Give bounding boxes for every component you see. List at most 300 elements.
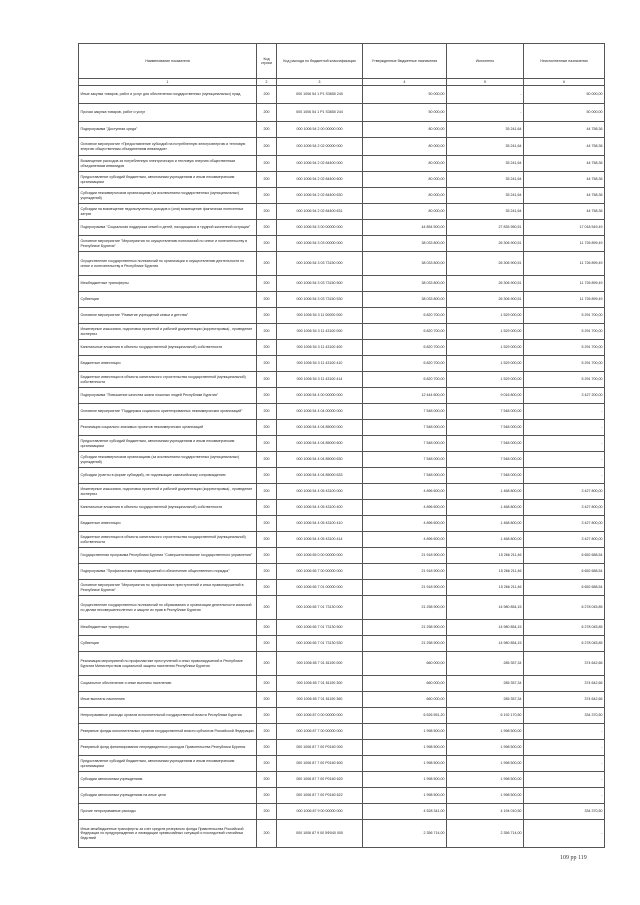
header-approved: Утвержденные бюджетные назначения xyxy=(363,44,447,79)
row-code: 200 xyxy=(257,122,277,138)
header-name: Наименование показателя xyxy=(79,44,257,79)
row-name: Возмещение расходов за потребленную электрическую и тепловую энергию общественным объединениям инвалидов xyxy=(79,156,257,172)
row-approved: 1 998 500,00 xyxy=(363,740,447,756)
table-row xyxy=(79,388,605,404)
row-kbk: 000 1006 87 9 00 5Ф040 000 xyxy=(277,820,363,848)
row-remaining: 50 000,00 xyxy=(524,86,605,104)
row-approved: 38 033 800,00 xyxy=(363,236,447,252)
row-code: 200 xyxy=(257,468,277,484)
row-kbk: 000 1006 65 7 01 00000 000 xyxy=(277,580,363,596)
row-name: Бюджетные инвестиции xyxy=(79,356,257,372)
row-code: 200 xyxy=(257,156,277,172)
row-approved: 4 896 600,00 xyxy=(363,532,447,548)
row-name: Резервные фонды исполнительных органов государственной власти субъектов Российской Федерации xyxy=(79,724,257,740)
row-executed: 7 548 000,00 xyxy=(447,468,524,484)
row-kbk: 000 1006 54 3 11 43100 000 xyxy=(277,324,363,340)
row-code: 200 xyxy=(257,740,277,756)
row-executed: 26 306 900,51 xyxy=(447,252,524,276)
table-row xyxy=(79,292,605,308)
table-row xyxy=(79,156,605,172)
row-executed: 1 998 500,00 xyxy=(447,788,524,804)
row-name: Прочая закупка товаров, работ и услуг xyxy=(79,104,257,122)
row-executed: 35 241,64 xyxy=(447,138,524,156)
row-kbk: 000 1006 54 4 00 00000 000 xyxy=(277,388,363,404)
row-name: Бюджетные инвестиции xyxy=(79,516,257,532)
row-kbk: 000 1006 87 7 00 00000 000 xyxy=(277,724,363,740)
row-kbk: 000 1006 87 7 00 P0160 600 xyxy=(277,756,363,772)
row-remaining: 374 642,66 xyxy=(524,676,605,692)
row-code: 200 xyxy=(257,104,277,122)
table-row xyxy=(79,692,605,708)
row-remaining: 3 427 800,00 xyxy=(524,516,605,532)
row-remaining: 3 427 800,00 xyxy=(524,484,605,500)
row-approved: 38 033 800,00 xyxy=(363,276,447,292)
row-executed: 285 357,34 xyxy=(447,692,524,708)
row-kbk: 000 1006 54 4 04 00000 000 xyxy=(277,404,363,420)
column-number: 2 xyxy=(257,79,277,86)
row-code: 200 xyxy=(257,676,277,692)
row-executed: 35 241,64 xyxy=(447,188,524,204)
row-executed: 14 980 854,15 xyxy=(447,596,524,620)
row-approved: 1 998 500,00 xyxy=(363,788,447,804)
row-executed: 26 306 900,51 xyxy=(447,292,524,308)
row-code: 200 xyxy=(257,252,277,276)
table-header-row xyxy=(79,44,605,79)
row-approved: 21 258 900,00 xyxy=(363,636,447,652)
table-row xyxy=(79,138,605,156)
table-row xyxy=(79,676,605,692)
row-code: 200 xyxy=(257,532,277,548)
row-code: 200 xyxy=(257,620,277,636)
row-remaining: 374 642,66 xyxy=(524,692,605,708)
row-approved: 4 896 600,00 xyxy=(363,484,447,500)
row-executed: 1 529 000,00 xyxy=(447,356,524,372)
row-kbk: 000 1006 54 3 03 00000 000 xyxy=(277,236,363,252)
table-row xyxy=(79,756,605,772)
column-number-row xyxy=(79,79,605,86)
row-remaining: 17 018 549,49 xyxy=(524,220,605,236)
row-executed: 2 356 714,00 xyxy=(447,820,524,848)
table-row xyxy=(79,596,605,620)
row-code: 200 xyxy=(257,388,277,404)
row-name: Субсидии на возмещение недополученных доходов и (или) возмещение фактически понесенных затрат xyxy=(79,204,257,220)
row-code: 200 xyxy=(257,516,277,532)
row-approved: 38 033 800,00 xyxy=(363,292,447,308)
row-remaining: - xyxy=(524,756,605,772)
row-executed: 4 194 010,50 xyxy=(447,804,524,820)
row-executed: 1 468 800,00 xyxy=(447,532,524,548)
table-row xyxy=(79,220,605,236)
table-row xyxy=(79,636,605,652)
row-remaining: - xyxy=(524,772,605,788)
row-remaining: 50 000,00 xyxy=(524,104,605,122)
row-approved: 21 918 900,00 xyxy=(363,548,447,564)
header-remaining: Неисполненные назначения xyxy=(524,44,605,79)
row-approved: 7 548 000,00 xyxy=(363,436,447,452)
row-remaining: 11 726 899,49 xyxy=(524,292,605,308)
table-row xyxy=(79,86,605,104)
row-code: 200 xyxy=(257,356,277,372)
table-row xyxy=(79,372,605,388)
row-executed: 7 548 000,00 xyxy=(447,404,524,420)
row-approved: 44 854 500,00 xyxy=(363,220,447,236)
row-code: 200 xyxy=(257,820,277,848)
row-name: Капитальные вложения в объекты государственной (муниципальной) собственности xyxy=(79,500,257,516)
row-code: 200 xyxy=(257,204,277,220)
table-row xyxy=(79,620,605,636)
row-executed: 6 192 170,50 xyxy=(447,708,524,724)
row-kbk: 000 1006 65 0 00 00000 000 xyxy=(277,548,363,564)
row-kbk: 000 1006 54 2 00 00000 000 xyxy=(277,122,363,138)
table-row xyxy=(79,236,605,252)
row-remaining: 5 291 700,00 xyxy=(524,356,605,372)
row-name: Реализация социально значимых проектов некоммерческих организаций xyxy=(79,420,257,436)
column-number: 3 xyxy=(277,79,363,86)
row-executed: 1 998 500,00 xyxy=(447,756,524,772)
row-executed: 285 357,34 xyxy=(447,652,524,676)
row-name: Субсидии автономным учреждениям xyxy=(79,772,257,788)
row-code: 200 xyxy=(257,756,277,772)
row-approved: 4 896 600,00 xyxy=(363,500,447,516)
row-approved: 660 000,00 xyxy=(363,652,447,676)
row-executed: 26 306 900,51 xyxy=(447,276,524,292)
row-name: Прочие непрограммные расходы xyxy=(79,804,257,820)
row-executed: 27 835 950,51 xyxy=(447,220,524,236)
row-executed: 7 548 000,00 xyxy=(447,420,524,436)
row-executed: 35 241,64 xyxy=(447,156,524,172)
row-code: 200 xyxy=(257,188,277,204)
row-name: Социальное обеспечение и иные выплаты населению xyxy=(79,676,257,692)
row-code: 200 xyxy=(257,500,277,516)
table-row xyxy=(79,484,605,500)
row-code: 200 xyxy=(257,724,277,740)
row-remaining: 5 291 700,00 xyxy=(524,372,605,388)
row-kbk: 000 1006 65 7 01 73130 500 xyxy=(277,620,363,636)
page-number: 109 pp 119 xyxy=(560,855,587,861)
row-code: 200 xyxy=(257,324,277,340)
row-executed: 15 266 211,46 xyxy=(447,580,524,596)
table-row xyxy=(79,820,605,848)
row-approved: 6 820 700,00 xyxy=(363,372,447,388)
row-approved: 7 548 000,00 xyxy=(363,404,447,420)
row-approved: 4 896 600,00 xyxy=(363,516,447,532)
row-code: 200 xyxy=(257,276,277,292)
row-code: 200 xyxy=(257,772,277,788)
row-approved: 21 258 900,00 xyxy=(363,620,447,636)
row-code: 200 xyxy=(257,308,277,324)
row-name: Основное мероприятие «Предоставление субсидий на потребленную электроэнергию и тепловую энергию общественным объединениям инвалидов» xyxy=(79,138,257,156)
row-code: 200 xyxy=(257,596,277,620)
table-row xyxy=(79,308,605,324)
row-kbk: 000 1006 54 3 11 43100 414 xyxy=(277,372,363,388)
row-kbk: 000 1006 54 4 04 85000 600 xyxy=(277,436,363,452)
row-name: Субвенции xyxy=(79,636,257,652)
row-remaining: 3 427 800,00 xyxy=(524,532,605,548)
row-remaining: 44 758,36 xyxy=(524,138,605,156)
row-kbk: 000 1006 54 4 04 85000 633 xyxy=(277,468,363,484)
table-row xyxy=(79,580,605,596)
row-kbk: 000 1006 54 3 00 00000 000 xyxy=(277,220,363,236)
row-executed: 1 529 000,00 xyxy=(447,372,524,388)
row-remaining: 44 758,36 xyxy=(524,172,605,188)
row-name: Основное мероприятие "Развитие учреждений семьи и детства" xyxy=(79,308,257,324)
row-code: 200 xyxy=(257,292,277,308)
table-row xyxy=(79,708,605,724)
row-name: Капитальные вложения в объекты государственной (муниципальной) собственности xyxy=(79,340,257,356)
row-remaining: 44 758,36 xyxy=(524,204,605,220)
header-row-code: Код строки xyxy=(257,44,277,79)
row-approved: 4 528 341,00 xyxy=(363,804,447,820)
row-kbk: 000 1006 54 3 11 43100 400 xyxy=(277,340,363,356)
row-kbk: 000 1006 87 7 00 P0160 620 xyxy=(277,772,363,788)
row-name: Межбюджетные трансферты xyxy=(79,276,257,292)
row-executed: 1 468 800,00 xyxy=(447,484,524,500)
row-kbk: 000 1006 54 4 04 85000 000 xyxy=(277,420,363,436)
row-approved: 7 548 000,00 xyxy=(363,452,447,468)
row-remaining: 11 726 899,49 xyxy=(524,252,605,276)
row-approved: 1 998 500,00 xyxy=(363,772,447,788)
table-row xyxy=(79,276,605,292)
row-name: Основное мероприятие "Мероприятия по осуществлению полномочий по опеке и попечительству в Республике Бурятия" xyxy=(79,236,257,252)
row-remaining: 334 370,50 xyxy=(524,804,605,820)
table-row xyxy=(79,324,605,340)
row-approved: 7 548 000,00 xyxy=(363,468,447,484)
row-kbk: 000 1006 54 2 02 84400 000 xyxy=(277,156,363,172)
row-remaining: - xyxy=(524,724,605,740)
row-approved: 21 258 900,00 xyxy=(363,596,447,620)
row-name: Субвенции xyxy=(79,292,257,308)
row-executed: 7 548 000,00 xyxy=(447,436,524,452)
row-kbk: 000 1006 54 4 05 43100 000 xyxy=(277,484,363,500)
row-kbk: 000 1006 54 4 05 43100 414 xyxy=(277,532,363,548)
row-kbk: 000 1006 87 7 00 P0160 622 xyxy=(277,788,363,804)
row-name: Осуществление государственных полномочий по образованию и организации деятельности комиссий по делам несовершеннолетних и защите их прав в Республике Бурятия xyxy=(79,596,257,620)
row-approved: 1 998 500,00 xyxy=(363,756,447,772)
row-kbk: 000 1006 54 3 11 43100 410 xyxy=(277,356,363,372)
row-approved: 660 000,00 xyxy=(363,692,447,708)
table-row xyxy=(79,188,605,204)
row-executed: 35 241,64 xyxy=(447,204,524,220)
row-name: Иные выплаты населению xyxy=(79,692,257,708)
row-code: 200 xyxy=(257,340,277,356)
row-kbk: 000 1006 54 3 03 73150 000 xyxy=(277,252,363,276)
row-approved: 38 033 800,00 xyxy=(363,252,447,276)
row-remaining: 5 291 700,00 xyxy=(524,340,605,356)
row-name: Основное мероприятие "Мероприятия по профилактике преступлений и иных правонарушений в Республике Бурятия" xyxy=(79,580,257,596)
row-executed: 35 241,64 xyxy=(447,122,524,138)
row-name: Государственная программа Республики Бурятия "Совершенствование государственного управления" xyxy=(79,548,257,564)
row-name: Субсидии автономным учреждениям на иные цели xyxy=(79,788,257,804)
row-executed: - xyxy=(447,86,524,104)
row-code: 200 xyxy=(257,138,277,156)
column-number: 6 xyxy=(524,79,605,86)
row-kbk: 000 1006 87 9 00 00000 000 xyxy=(277,804,363,820)
row-executed: 9 016 800,00 xyxy=(447,388,524,404)
row-remaining: - xyxy=(524,420,605,436)
row-remaining: 6 278 045,85 xyxy=(524,596,605,620)
row-kbk: 000 1006 87 0 00 00000 000 xyxy=(277,708,363,724)
row-kbk: 000 1006 65 7 01 81190 300 xyxy=(277,676,363,692)
row-approved: 80 000,00 xyxy=(363,172,447,188)
row-name: Подпрограмма "Доступная среда" xyxy=(79,122,257,138)
row-name: Предоставление субсидий бюджетным, автономным учреждениям и иным некоммерческим организациям xyxy=(79,756,257,772)
row-code: 200 xyxy=(257,564,277,580)
row-code: 200 xyxy=(257,172,277,188)
row-executed: 14 980 854,15 xyxy=(447,636,524,652)
row-executed: 26 306 900,51 xyxy=(447,236,524,252)
row-remaining: 3 427 200,00 xyxy=(524,388,605,404)
row-name: Подпрограмма "Социальная поддержка семей и детей, находящихся в трудной жизненной ситуации" xyxy=(79,220,257,236)
row-name: Субсидии (гранты в форме субсидий), не подлежащие казначейскому сопровождению xyxy=(79,468,257,484)
row-name: Межбюджетные трансферты xyxy=(79,620,257,636)
row-code: 200 xyxy=(257,220,277,236)
table-row xyxy=(79,740,605,756)
row-approved: 80 000,00 xyxy=(363,122,447,138)
row-code: 200 xyxy=(257,420,277,436)
row-name: Субсидии некоммерческим организациям (за исключением государственных (муниципальных) учреждений) xyxy=(79,188,257,204)
row-remaining: 6 652 688,54 xyxy=(524,564,605,580)
table-row xyxy=(79,772,605,788)
row-kbk: 000 1006 54 1 P1 S3650 240 xyxy=(277,86,363,104)
row-approved: 6 820 700,00 xyxy=(363,308,447,324)
table-row xyxy=(79,564,605,580)
row-executed: 1 529 000,00 xyxy=(447,324,524,340)
row-remaining: 44 758,36 xyxy=(524,156,605,172)
row-remaining: 11 726 899,49 xyxy=(524,276,605,292)
row-executed: 1 468 800,00 xyxy=(447,500,524,516)
row-executed: 1 998 500,00 xyxy=(447,740,524,756)
row-remaining: - xyxy=(524,436,605,452)
row-code: 200 xyxy=(257,372,277,388)
row-executed: 1 998 500,00 xyxy=(447,772,524,788)
row-remaining: 334 370,50 xyxy=(524,708,605,724)
row-approved: 7 548 000,00 xyxy=(363,420,447,436)
table-row xyxy=(79,548,605,564)
row-kbk: 000 1006 54 4 05 43100 400 xyxy=(277,500,363,516)
row-executed: 15 266 211,46 xyxy=(447,564,524,580)
table-row xyxy=(79,652,605,676)
row-executed: 285 357,34 xyxy=(447,676,524,692)
row-code: 200 xyxy=(257,708,277,724)
row-name: Бюджетные инвестиции в объекты капитального строительства государственной (муниципальной) собственности xyxy=(79,532,257,548)
row-approved: 80 000,00 xyxy=(363,138,447,156)
row-code: 200 xyxy=(257,452,277,468)
row-remaining: - xyxy=(524,820,605,848)
table-row xyxy=(79,404,605,420)
row-kbk: 000 1006 65 7 01 81190 360 xyxy=(277,692,363,708)
row-remaining: 6 652 688,54 xyxy=(524,580,605,596)
row-kbk: 000 1006 87 7 00 P0160 000 xyxy=(277,740,363,756)
row-kbk: 000 1006 65 7 01 73130 530 xyxy=(277,636,363,652)
row-kbk: 000 1006 54 1 P1 S3650 244 xyxy=(277,104,363,122)
table-row xyxy=(79,420,605,436)
table-row xyxy=(79,252,605,276)
row-remaining: 374 642,66 xyxy=(524,652,605,676)
row-executed: 1 998 500,00 xyxy=(447,724,524,740)
row-remaining: 6 278 045,85 xyxy=(524,636,605,652)
row-kbk: 000 1006 54 3 03 73150 530 xyxy=(277,292,363,308)
row-approved: 660 000,00 xyxy=(363,676,447,692)
table-row xyxy=(79,436,605,452)
row-executed: 14 980 854,15 xyxy=(447,620,524,636)
row-approved: 2 356 714,00 xyxy=(363,820,447,848)
row-remaining: 3 427 800,00 xyxy=(524,500,605,516)
row-remaining: 5 291 700,00 xyxy=(524,324,605,340)
row-remaining: 5 291 700,00 xyxy=(524,308,605,324)
row-name: Бюджетные инвестиции в объекты капитального строительства государственной (муниципальной) собственности xyxy=(79,372,257,388)
row-name: Подпрограмма "Профилактика правонарушений и обеспечение общественного порядка" xyxy=(79,564,257,580)
row-remaining: 6 652 688,54 xyxy=(524,548,605,564)
row-kbk: 000 1006 54 2 02 84400 631 xyxy=(277,204,363,220)
row-name: Предоставление субсидий бюджетным, автономным учреждениям и иным некоммерческим организациям xyxy=(79,172,257,188)
table-row xyxy=(79,452,605,468)
column-number: 4 xyxy=(363,79,447,86)
row-kbk: 000 1006 65 7 01 73130 000 xyxy=(277,596,363,620)
row-approved: 6 526 551,20 xyxy=(363,708,447,724)
table-row xyxy=(79,532,605,548)
row-kbk: 000 1006 54 2 02 84400 630 xyxy=(277,188,363,204)
row-remaining: - xyxy=(524,404,605,420)
row-code: 200 xyxy=(257,86,277,104)
row-remaining: 44 758,36 xyxy=(524,122,605,138)
row-approved: 6 820 700,00 xyxy=(363,324,447,340)
header-executed: Исполнено xyxy=(447,44,524,79)
row-executed: 1 529 000,00 xyxy=(447,308,524,324)
table-row xyxy=(79,172,605,188)
row-name: Резервный фонд финансирования непредвиденных расходов Правительства Республики Бурятия xyxy=(79,740,257,756)
row-approved: 6 820 700,00 xyxy=(363,356,447,372)
row-approved: 6 820 700,00 xyxy=(363,340,447,356)
row-kbk: 000 1006 54 4 04 85000 630 xyxy=(277,452,363,468)
table-body xyxy=(79,86,605,848)
row-executed: - xyxy=(447,104,524,122)
row-approved: 1 998 500,00 xyxy=(363,724,447,740)
row-name: Непрограммные расходы органов исполнительной государственной власти Республики Бурятия xyxy=(79,708,257,724)
row-kbk: 000 1006 54 3 11 00000 000 xyxy=(277,308,363,324)
row-kbk: 000 1006 65 7 01 81190 000 xyxy=(277,652,363,676)
row-executed: 1 529 000,00 xyxy=(447,340,524,356)
row-name: Иные закупки товаров, работ и услуг для обеспечения государственных (муниципальных) нужд xyxy=(79,86,257,104)
row-name: Инженерные изыскания, подготовка проектной и рабочей документации (корректировка) , проведение экспертиз xyxy=(79,324,257,340)
table-row xyxy=(79,356,605,372)
row-executed: 35 241,64 xyxy=(447,172,524,188)
table-row xyxy=(79,516,605,532)
table-row xyxy=(79,788,605,804)
row-code: 200 xyxy=(257,436,277,452)
row-remaining: - xyxy=(524,788,605,804)
row-name: Субсидии некоммерческим организациям (за исключением государственных (муниципальных) учреждений) xyxy=(79,452,257,468)
row-name: Инженерные изыскания, подготовка проектной и рабочей документации (корректировка) , проведение экспертиз xyxy=(79,484,257,500)
table-row xyxy=(79,468,605,484)
row-code: 200 xyxy=(257,236,277,252)
row-executed: 15 266 211,46 xyxy=(447,548,524,564)
row-kbk: 000 1006 54 3 03 73150 500 xyxy=(277,276,363,292)
table-row xyxy=(79,204,605,220)
row-remaining: 11 726 899,49 xyxy=(524,236,605,252)
row-name: Предоставление субсидий бюджетным, автономным учреждениям и иным некоммерческим организациям xyxy=(79,436,257,452)
table-row xyxy=(79,122,605,138)
row-approved: 50 000,00 xyxy=(363,86,447,104)
row-approved: 80 000,00 xyxy=(363,156,447,172)
row-remaining: - xyxy=(524,452,605,468)
row-code: 200 xyxy=(257,804,277,820)
row-name: Осуществление государственных полномочий по организации и осуществлению деятельности по опеке и попечительству в Республике Бурятия xyxy=(79,252,257,276)
table-row xyxy=(79,804,605,820)
row-approved: 80 000,00 xyxy=(363,188,447,204)
row-executed: 1 468 800,00 xyxy=(447,516,524,532)
row-remaining: 6 278 045,85 xyxy=(524,620,605,636)
row-remaining: - xyxy=(524,740,605,756)
